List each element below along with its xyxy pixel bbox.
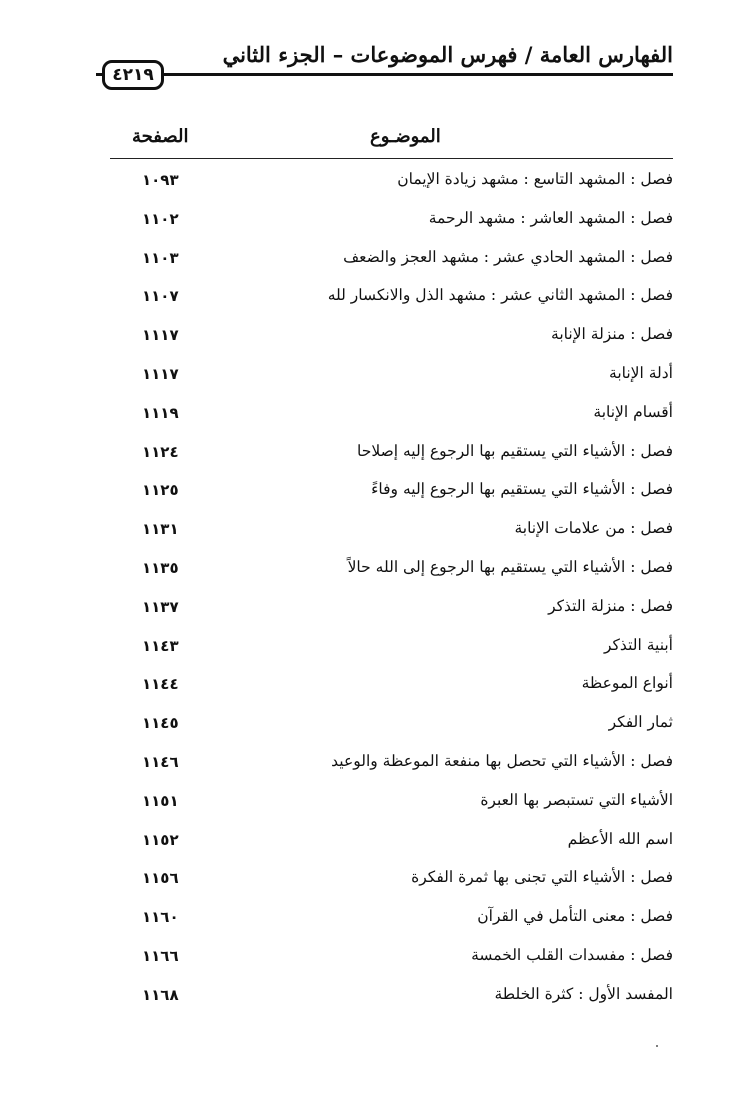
entry-topic: فصل : المشهد العاشر : مشهد الرحمة xyxy=(428,208,673,227)
index-entry xyxy=(110,589,673,628)
entry-topic: المفسد الأول : كثرة الخلطة xyxy=(494,984,673,1003)
index-entry xyxy=(110,317,673,356)
index-entry xyxy=(110,511,673,550)
entry-page-number: ١١٥١ xyxy=(142,791,179,810)
entry-page-number: ١١٠٧ xyxy=(142,287,179,306)
entry-page-number: ١١٤٦ xyxy=(142,752,179,771)
entry-page-number: ١١١٧ xyxy=(142,364,179,383)
entry-page-number: ١١٣٥ xyxy=(142,558,179,577)
entry-topic: فصل : الأشياء التي تجنى بها ثمرة الفكرة xyxy=(411,868,673,887)
entry-page-number: ١١١٩ xyxy=(142,403,179,422)
index-entry xyxy=(110,744,673,783)
entry-topic: فصل : منزلة الإنابة xyxy=(551,325,673,344)
index-entry xyxy=(110,938,673,977)
entry-page-number: ١١٤٥ xyxy=(142,714,179,733)
entry-page-number: ١١١٧ xyxy=(142,326,179,345)
index-entry xyxy=(110,550,673,589)
index-entry xyxy=(110,977,673,1016)
entry-topic: فصل : المشهد الحادي عشر : مشهد العجز والضعف xyxy=(343,247,673,266)
page-number: ٤٢١٩ xyxy=(112,65,154,85)
index-entry xyxy=(110,666,673,705)
page-number-badge xyxy=(102,60,164,90)
entry-topic: فصل : منزلة التذكر xyxy=(548,596,673,615)
entry-page-number: ١١٤٣ xyxy=(142,636,179,655)
entry-page-number: ١١٢٥ xyxy=(142,481,179,500)
index-entry xyxy=(110,395,673,434)
index-entry xyxy=(110,278,673,317)
index-entry xyxy=(110,860,673,899)
entry-topic: أقسام الإنابة xyxy=(593,402,673,421)
index-entry xyxy=(110,899,673,938)
entry-page-number: ١١٢٤ xyxy=(142,442,179,461)
entry-page-number: ١١٠٢ xyxy=(142,209,179,228)
header-rule xyxy=(164,73,673,76)
entry-topic: ثمار الفكر xyxy=(608,713,673,732)
column-header-topic: الموضـوع xyxy=(370,126,441,147)
entry-topic: فصل : الأشياء التي تحصل بها منفعة الموعظة والوعيد xyxy=(331,751,673,770)
index-entry xyxy=(110,240,673,279)
entry-topic: فصل : الأشياء التي يستقيم بها الرجوع إلى الله حالاً xyxy=(347,557,673,576)
entry-page-number: ١١٦٨ xyxy=(142,985,179,1004)
entry-page-number: ١١٥٢ xyxy=(142,830,179,849)
index-entry xyxy=(110,783,673,822)
entry-page-number: ١١٣١ xyxy=(142,520,179,539)
entry-topic: أدلة الإنابة xyxy=(609,363,673,382)
index-entry xyxy=(110,628,673,667)
entry-topic: فصل : الأشياء التي يستقيم بها الرجوع إليه إصلاحا xyxy=(357,441,673,460)
entry-page-number: ١١٦٠ xyxy=(142,908,179,927)
entry-topic: فصل : المشهد التاسع : مشهد زيادة الإيمان xyxy=(397,170,673,188)
index-entry xyxy=(110,162,673,201)
entry-topic: فصل : المشهد الثاني عشر : مشهد الذل والانكسار لله xyxy=(327,286,673,305)
entry-topic: اسم الله الأعظم xyxy=(567,829,673,848)
column-header-page: الصفحة xyxy=(132,126,189,147)
entry-page-number: ١١٣٧ xyxy=(142,597,179,616)
index-entry xyxy=(110,201,673,240)
index-entry xyxy=(110,705,673,744)
entry-topic: فصل : الأشياء التي يستقيم بها الرجوع إليه وفاءً xyxy=(371,480,673,499)
index-entry xyxy=(110,822,673,861)
entry-page-number: ١١٥٦ xyxy=(142,869,179,888)
running-header-title: الفهارس العامة / فهرس الموضوعات – الجزء الثاني xyxy=(222,42,673,67)
index-entries-list xyxy=(110,162,673,1016)
entry-page-number: ١١٤٤ xyxy=(142,675,179,694)
entry-page-number: ١١٠٣ xyxy=(142,248,179,267)
scan-speck xyxy=(656,1045,658,1047)
index-entry xyxy=(110,434,673,473)
index-entry xyxy=(110,472,673,511)
entry-topic: فصل : من علامات الإنابة xyxy=(514,519,673,538)
entry-topic: أبنية التذكر xyxy=(604,635,673,654)
entry-topic: الأشياء التي تستبصر بها العبرة xyxy=(480,790,673,809)
entry-topic: أنواع الموعظة xyxy=(581,674,673,693)
entry-page-number: ١٠٩٣ xyxy=(142,171,179,189)
entry-topic: فصل : معنى التأمل في القرآن xyxy=(477,907,673,926)
entry-topic: فصل : مفسدات القلب الخمسة xyxy=(471,945,673,964)
index-entry xyxy=(110,356,673,395)
table-header-rule xyxy=(110,158,673,159)
entry-page-number: ١١٦٦ xyxy=(142,946,179,965)
